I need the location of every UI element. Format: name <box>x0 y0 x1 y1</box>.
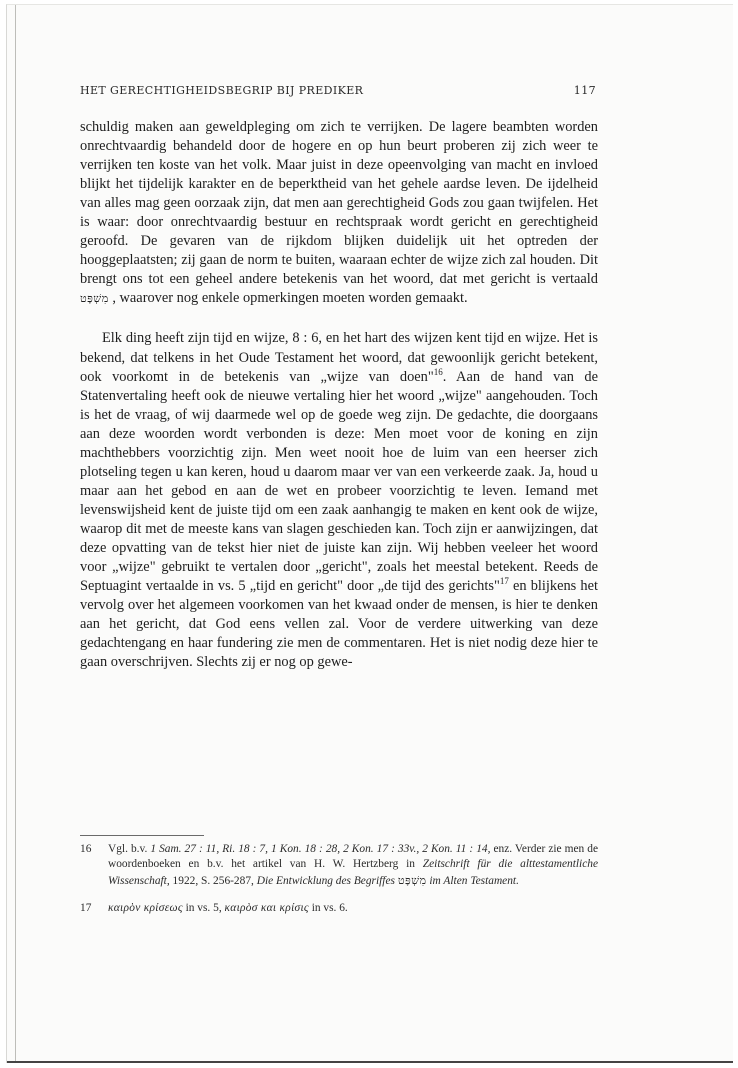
hebrew-word: מִשְׁפָּט <box>80 292 109 306</box>
paragraph-1 <box>80 118 598 308</box>
page-number: 117 <box>573 84 596 97</box>
body-text <box>80 118 598 672</box>
footnote-17-number: 17 <box>80 902 92 915</box>
paragraph-2-part-1: Elk ding heeft zijn tijd en wijze, 8 : 6, en het hart des wijzen kent tijd en wijze. Het is bekend, dat telkens in het Oude Testament het woord, dat gewoonlijk gericht betekent, ook voorkomt in de betekenis van „wijze van doen" <box>80 330 598 385</box>
fn16-c: enz. Verder zie men de woordenboeken en b.v. het artikel van H. W. Hertzberg in <box>108 843 599 871</box>
fn16-refs: 1 Sam. 27 : 11, Ri. 18 : 7, 1 Kon. 18 : 28, 2 Kon. 17 : 33v., 2 Kon. 11 : 14, <box>150 843 491 855</box>
paragraph-2-part-2: . Aan de hand van de Statenvertaling heeft ook de nieuwe vertaling hier het woord „wijze" aangehouden. Toch is het de vraag, of wij daarmede wel op de goede weg zijn. De gedachte, die doorgaans aan deze woorden wordt verbonden is deze: Men moet voor de koning en zijn machthebbers voorzichtig zijn. Men weet nooit hoe de luim van een heerser zich plotseling tegen u kan keren, houd u daarom maar ver van een verkeerde zaak. Ja, houd u maar aan het gebod en aan de wet en probeer voorzichtig te leven. Iemand met levenswijsheid kent de juiste tijd om een zaak aanhangig te maken en kent ook de wijze, waarop dit met de meeste kans van slagen geschieden kan. Toch zijn er aanwijzingen, dat deze opvatting van de tekst hier niet de juiste kan zijn. Wij hebben veeleer het woord voor „wijze" gebruikt te vertalen door „gericht", zoals het meestal betekent. Reeds de Septuagint vertaalde in vs. 5 „tijd en gericht" door „de tijd des gerichts" <box>80 368 598 595</box>
footnote-rule <box>80 835 204 836</box>
footnote-ref-17[interactable]: 17 <box>499 576 509 587</box>
fn16-hebrew: מִשְׁפָּט <box>397 873 427 887</box>
fn16-e: 1922, S. 256-287, <box>169 874 257 887</box>
fn16-g: im Alten Testament. <box>426 874 519 887</box>
footnote-16-text <box>108 842 598 889</box>
fn16-a: Vgl. b.v. <box>108 843 151 855</box>
fn17-greek-1: καιρὸν κρίσεως <box>108 902 183 915</box>
scan-edge <box>15 5 16 1063</box>
footnote-ref-16[interactable]: 16 <box>433 366 443 377</box>
footnote-16 <box>80 842 598 889</box>
fn16-journal: Zeitschrift für die alttestamentliche Wissenschaft, <box>108 858 598 887</box>
paragraph-1-text: schuldig maken aan geweldpleging om zich te verrijken. De lagere beambten worden onrechtvaardig behandeld door de hogere en op hun beurt proberen zij zich weer te verrijken ten koste van het volk. Maar juist in deze opeenvolging van macht en invloed blijkt het tijdelijk karakter en de beperktheid van het gehele aardse leven. De ijdelheid van alles mag geen oorzaak zijn, dat men aan gerechtigheid Gods zou gaan twijfelen. Het is waar: door onrechtvaardig bestuur en rechtspraak wordt gericht en gerechtigheid geroofd. De gevaren van de rijkdom blijken duidelijk uit het optreden der hooggeplaatsten; zij gaan de norm te buiten, waaraan echter de wijze zich zal houden. Dit brengt ons tot een geheel andere betekenis van het woord, dat met gericht is vertaald <box>80 119 598 288</box>
paragraph-gap <box>80 308 598 329</box>
paragraph-2-part-3: en blijkens het vervolg over het algemeen voorkomen van het kwaad onder de mensen, is hier te denken aan het gericht, dat God eens vellen zal. Voor de verdere uitwerking van deze gedachtengang en haar fundering zie men de commentaren. Het is niet nodig deze hier te gaan overschrijven. Slechts zij er nog op gewe- <box>80 578 599 671</box>
paragraph-1-end: , waarover nog enkele opmerkingen moeten worden gemaakt. <box>112 290 468 307</box>
footnotes <box>80 842 598 929</box>
running-title: HET GERECHTIGHEIDSBEGRIP BIJ PREDIKER <box>80 84 364 97</box>
footnote-16-number: 16 <box>80 843 92 855</box>
fn17-mid: in vs. 5, <box>182 902 225 915</box>
footnote-17 <box>80 901 598 916</box>
paragraph-2 <box>80 329 598 672</box>
page-bottom-edge <box>7 1061 733 1063</box>
fn16-article-title: Die Entwicklung des Begriffes <box>256 874 395 887</box>
fn17-greek-2: καιρὸσ και κρίσις <box>224 902 309 915</box>
fn17-end: in vs. 6. <box>308 902 348 915</box>
footnote-17-text <box>108 901 598 916</box>
